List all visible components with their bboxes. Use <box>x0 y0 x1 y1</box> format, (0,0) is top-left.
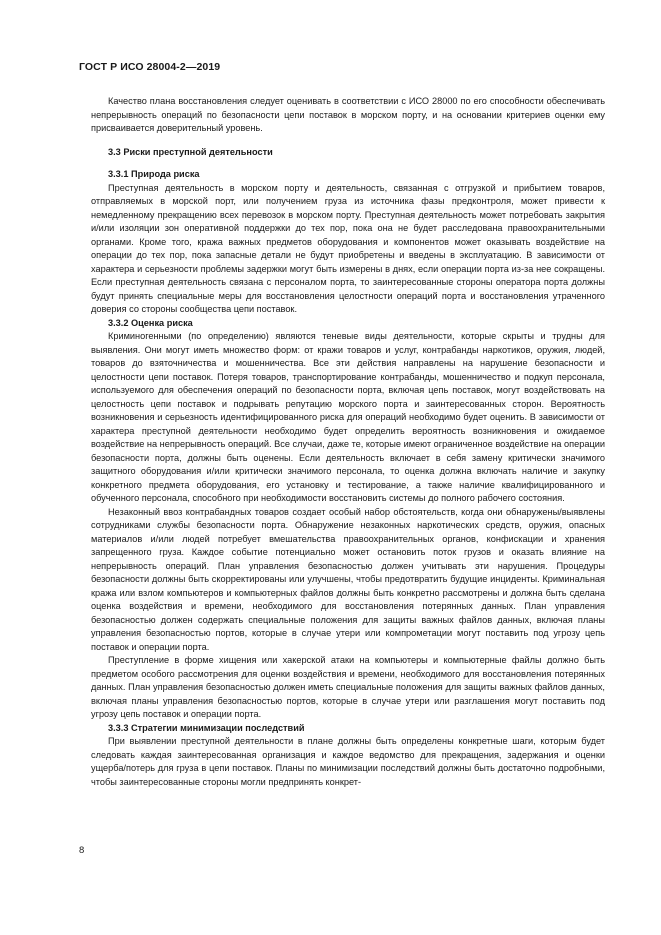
section-3-3-2-paragraph-1: Криминогенными (по определению) являются теневые виды деятельности, которые скрыты и трудны для выявления. Они могут иметь множество форм: от кражи товаров и услуг, контрабанды наркотиков, оружия, людей, товаров до взяточничества и мошенничества. Все эти действия направлены на нарушение безопасности и целостности цепи поставок. Потеря товаров, транспортирование контрабанды, мошенничество и подкуп персонала, используемого для обеспечения операций по безопасности порта, включая цепь поставок, могут воздействовать на целостность цепи поставок и подрывать репутацию морского порта и заинтересованных сторон. Вероятность возникновения и серьезность идентифицированного риска для операций необходимо будет оценить. В зависимости от характера преступной деятельности необходимо будет определить вероятность возникновения и ожидаемое воздействие на непрерывность операций. Все случаи, даже те, которые имеют ограниченное воздействие на операции безопасности порта, должны быть оценены. Если деятельность включает в себя замену критически значимого защитного оборудования и/или критически значимого персонала, то оценка должна включать наличие и закупку конкретного предмета оборудования, его установку и тестирование, а также наличие квалифицированного и обученного персонала, способного при необходимости восстановить системы до полного рабочего состояния. <box>91 331 605 503</box>
section-3-3-heading: 3.3 Риски преступной деятельности <box>108 146 273 157</box>
section-3-3-1-heading: 3.3.1 Природа риска <box>108 169 200 179</box>
section-3-3-1-paragraph-1: Преступная деятельность в морском порту и деятельность, связанная с отгрузкой и прибытием товаров, отправляемых в морской порт, или получением груза из источника фазы предконтроля, может привести к немедленному прекращению всех перевозок в морском порту. Преступная деятельность может потребовать закрытия и/или изоляции зон оперативной поддержки до тех пор, пока она не будет расследована правоохранительными органами. Кроме того, кража важных предметов оборудования и компонентов может оказывать воздействие на операции до тех пор, пока запасные детали не будут приобретены и введены в эксплуатацию. В зависимости от характера и серьезности проблемы задержки могут быть измерены в днях, если операции порта из-за нее сокращены. Если преступная деятельность связана с персоналом порта, то заинтересованные стороны оператора порта должны будут принять специальные меры для восстановления целостности операций порта и восстановления утраченного доверия со стороны сообщества цепи поставок. <box>91 182 605 314</box>
document-body <box>91 95 605 789</box>
section-3-3-3-paragraph-1: При выявлении преступной деятельности в плане должны быть определены конкретные шаги, которым будет следовать каждая заинтересованная организация и каждое ведомство для прекращения, задержания и оценки ущерба/потерь для груза в цепи поставок. Планы по минимизации последствий должны быть достаточно подробными, чтобы заинтересованные стороны могли предпринять конкрет- <box>91 736 605 787</box>
document-standard-number: ГОСТ Р ИСО 28004-2—2019 <box>79 61 221 73</box>
section-3-3-2-paragraph-2: Незаконный ввоз контрабандных товаров создает особый набор обстоятельств, когда они обнаружены/выявлены сотрудниками службы безопасности порта. Обнаружение незаконных наркотических средств, оружия, опасных материалов и/или людей потребует вмешательства правоохранительных органов, конфискации и хранения запрещенного груза. Каждое событие потенциально может остановить поток грузов и оказать влияние на непрерывность операций. План управления безопасностью должен учитывать эти нарушения. Процедуры безопасности должны быть скорректированы или улучшены, чтобы предотвратить будущие инциденты. Криминальная кража или взлом компьютеров и компьютерных файлов должны быть конкретно рассмотрены и должна быть сделана оценка воздействия и времени, необходимого для восстановления потерянных данных. План управления безопасностью должен содержать специальные положения для защиты важных файлов данных, включая планы управления безопасностью портов, которые в случае утери или компрометации могут поставить под угрозу цепь поставок и операции порта. <box>91 506 605 652</box>
page-number: 8 <box>79 845 85 856</box>
section-3-3-3-heading: 3.3.3 Стратегии минимизации последствий <box>108 722 305 733</box>
section-3-3-2-paragraph-3: Преступление в форме хищения или хакерской атаки на компьютеры и компьютерные файлы должно быть предметом особого рассмотрения для оценки воздействия и времени, необходимого для восстановления потерянных данных. План управления безопасностью должен иметь специальные положения для защиты важных файлов данных, включая планы управления безопасностью портов, которые в случае утери или разглашения могут поставить под угрозу цепь поставок и операции порта. <box>91 655 605 719</box>
intro-paragraph: Качество плана восстановления следует оценивать в соответствии с ИСО 28000 по его способности обеспечивать непрерывность операций по безопасности цепи поставок в морском порту, и на основании критериев оценки ему присваивается доверительный уровень. <box>91 96 605 133</box>
section-3-3-2-heading: 3.3.2 Оценка риска <box>108 317 193 328</box>
